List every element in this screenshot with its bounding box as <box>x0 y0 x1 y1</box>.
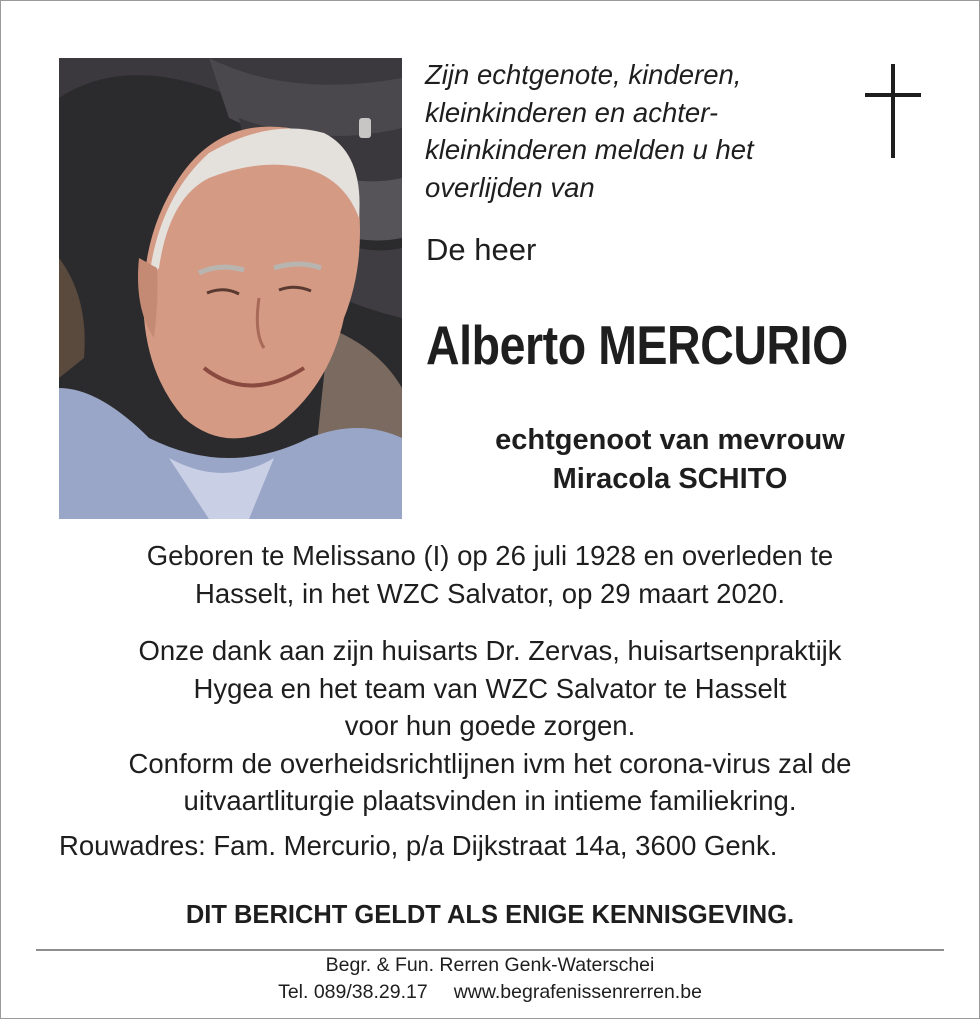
spouse-line: echtgenoot van mevrouw <box>495 424 845 456</box>
funeral-home-name: Begr. & Fun. Rerren Genk-Waterschei <box>325 954 655 976</box>
thanks-paragraph <box>40 632 940 820</box>
spouse-line: Miracola SCHITO <box>552 463 788 495</box>
paragraph-line: voor hun goede zorgen. <box>344 710 636 741</box>
paragraph-line: Conform de overheidsrichtlijnen ivm het corona-virus zal de <box>128 747 852 779</box>
spouse-info <box>430 421 910 499</box>
announcement-intro <box>425 56 835 206</box>
funeral-home-footer <box>40 952 940 1006</box>
intro-line: Zijn echtgenote, kinderen, <box>425 59 742 90</box>
paragraph-line: Hasselt, in het WZC Salvator, op 29 maart 2020. <box>194 577 785 609</box>
paragraph-line: Onze dank aan zijn huisarts Dr. Zervas, huisartsenpraktijk <box>138 635 842 666</box>
birth-death-paragraph <box>40 537 940 612</box>
phone-number: Tel. 089/38.29.17 <box>278 981 428 1003</box>
deceased-name: Alberto MERCURIO <box>426 314 848 376</box>
paragraph-line: Geboren te Melissano (I) op 26 juli 1928 en overleden te <box>146 540 834 571</box>
intro-line: kleinkinderen melden u het <box>425 134 754 165</box>
cross-icon <box>865 64 921 158</box>
website-link[interactable]: www.begrafenissenrerren.be <box>453 981 702 1003</box>
portrait-photo <box>59 58 402 519</box>
divider <box>36 949 944 951</box>
mourning-address: Rouwadres: Fam. Mercurio, p/a Dijkstraat 14a, 3600 Genk. <box>59 830 778 861</box>
intro-line: kleinkinderen en achter- <box>425 96 719 128</box>
title-prefix: De heer <box>426 232 537 267</box>
paragraph-line: uitvaartliturgie plaatsvinden in intieme familiekring. <box>183 785 797 816</box>
intro-line: overlijden van <box>425 171 595 203</box>
paragraph-line: Hygea en het team van WZC Salvator te Hasselt <box>193 672 787 704</box>
official-notice: DIT BERICHT GELDT ALS ENIGE KENNISGEVING. <box>185 901 795 929</box>
